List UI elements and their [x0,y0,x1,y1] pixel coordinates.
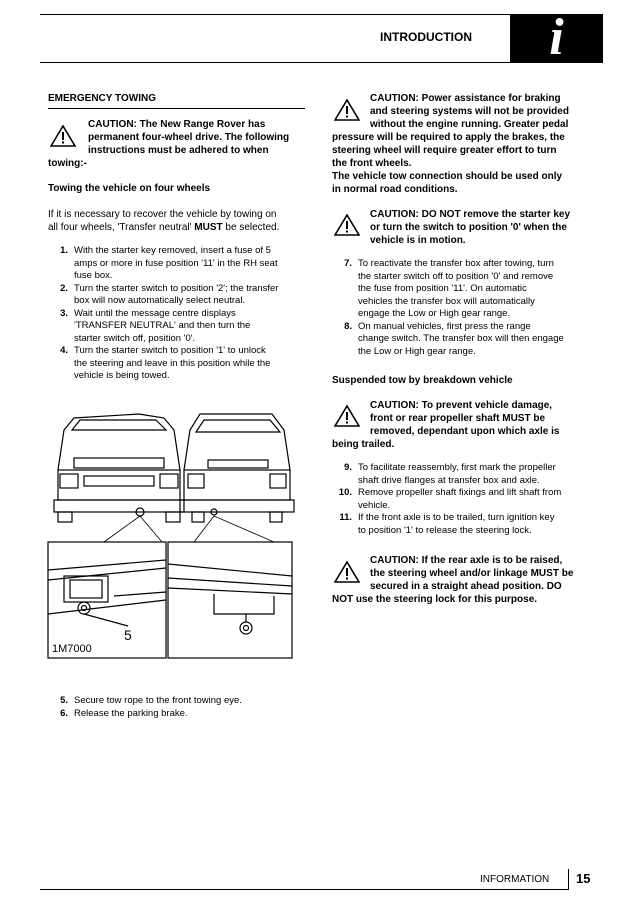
caution-line: CAUTION: DO NOT remove the starter key [370,209,571,220]
caution-line: CAUTION: To prevent vehicle damage, [370,400,553,411]
list-item-line: starter switch off, position '0'. [74,332,196,344]
list-item-text [74,708,188,721]
towing-eye-figure [44,400,302,662]
list-item-line: Remove propeller shaft fixings and lift shaft from [358,487,562,498]
list-item-line: engage the Low or High gear range. [358,308,511,319]
list-item-number: 4. [60,345,68,356]
logo-letter: i [549,9,564,66]
list-item-line: Release the parking brake. [74,707,188,719]
list-item-number: 6. [60,707,68,719]
list-item-line: To facilitate reassembly, first mark the propeller [358,462,556,473]
intro-paragraph [48,208,308,234]
list-item-line: With the starter key removed, insert a fuse of 5 [74,245,271,256]
list-item-text [74,245,278,283]
list-item-line: to position '1' to release the steering lock. [358,524,532,536]
list-item-number: 1. [60,245,68,256]
list-item-number: 5. [60,695,68,706]
list-item-number: 11. [339,512,352,523]
caution-line: or turn the switch to position '0' when the [370,222,567,233]
list-item-text [358,512,554,537]
intro-text: all four wheels, 'Transfer neutral' [48,222,195,233]
caution-line: the steering wheel and/or linkage MUST be [370,568,574,579]
caution-starter-key [332,208,602,247]
list-item-text [74,283,278,308]
footer-divider [568,869,569,890]
list-item-line: 'TRANSFER NEUTRAL' and then turn the [74,320,251,331]
caution-propeller-shaft [332,399,602,451]
list-item-text [358,462,556,487]
list-item-number: 9. [344,462,352,473]
list-item-line: vehicle is being towed. [74,370,170,381]
list-item-line: fuse box. [74,270,113,281]
intro-line-2 [48,221,308,234]
information-logo-icon [510,9,603,66]
figure-callout: 5 [124,627,132,643]
list-item-line: the Low or High gear range. [358,345,476,357]
list-item-text [358,258,554,321]
list-item-line: Wait until the message centre displays [74,307,236,319]
list-item-line: amps or more in fuse position '11' in the RH seat [74,257,278,269]
list-item-line: change switch. The transfer box will then engage [358,333,564,344]
caution-line: towing:- [48,158,87,169]
caution-line: CAUTION: Power assistance for braking [370,93,561,104]
footer-rule [40,889,568,890]
list-item-line: Turn the starter switch to position '2'; the transfer [74,282,279,294]
page-header-title: INTRODUCTION [380,30,472,44]
list-item-number: 7. [344,258,352,269]
caution-line: vehicle is in motion. [370,235,466,246]
list-item-text [358,487,561,512]
header-rule-top [40,14,510,15]
intro-emphasis: MUST [194,222,223,233]
list-item-line: box will now automatically select neutral. [74,295,246,306]
caution-line: CAUTION: The New Range Rover has [88,119,266,130]
caution-four-wheel-drive [48,118,308,170]
list-item-text [74,308,250,346]
caution-line: front or rear propeller shaft MUST be [370,413,546,424]
footer-section-label: INFORMATION [480,874,550,885]
list-item-line: Secure tow rope to the front towing eye. [74,695,242,706]
list-item-line: the starter switch off to position '0' and remove [358,270,554,282]
list-item-text [358,321,564,359]
list-item-line: To reactivate the transfer box after towing, turn [358,258,554,269]
list-item-line: the steering and leave in this position while the [74,357,271,369]
list-item-line: On manual vehicles, first press the range [358,320,531,332]
list-item-line: Turn the starter switch to position '1' to unlock [74,345,266,356]
caution-line: permanent four-wheel drive. The following [88,132,290,143]
caution-line: being trailed. [332,439,395,450]
list-item-number: 3. [60,307,68,319]
caution-line: in normal road conditions. [332,184,458,195]
section-rule-left [48,108,305,109]
caution-line: without the engine running. Greater pedal [370,119,569,130]
list-item-line: the fuse from position '11'. On automatic [358,283,527,294]
list-item-text [74,345,270,383]
caution-line: CAUTION: If the rear axle is to be raised, [370,555,563,566]
caution-line: NOT use the steering lock for this purpose. [332,594,538,605]
list-item-number: 8. [344,320,352,332]
subheading-four-wheels: Towing the vehicle on four wheels [48,183,211,194]
section-title: EMERGENCY TOWING [48,93,156,104]
caution-power-assistance [332,92,602,196]
list-item-text [74,695,242,708]
caution-rear-axle [332,554,602,606]
list-item-number: 2. [60,282,68,294]
caution-line: pressure will be required to apply the brakes, the [332,132,565,143]
caution-line: steering wheel will require greater effort to turn [332,145,557,156]
caution-line: removed, dependant upon which axle is [370,426,560,437]
list-item-line: vehicle. [358,499,391,511]
intro-line: If it is necessary to recover the vehicle by towing on [48,209,277,220]
list-item-line: vehicles the transfer box will automatically [358,295,535,307]
caution-line: the front wheels. [332,158,412,169]
intro-text: be selected. [222,222,280,233]
list-item-number: 10. [338,487,352,498]
page-number: 15 [576,871,591,886]
caution-line: The vehicle tow connection should be used only [332,171,563,182]
caution-line: and steering systems will not be provided [370,106,569,117]
caution-line: instructions must be adhered to when [88,145,269,156]
subheading-suspended-tow: Suspended tow by breakdown vehicle [332,375,513,386]
caution-line: secured in a straight ahead position. DO [370,581,562,592]
figure-code: 1M7000 [52,643,92,655]
list-item-line: If the front axle is to be trailed, turn ignition key [358,512,555,523]
list-item-line: shaft drive flanges at transfer box and axle. [358,474,540,486]
